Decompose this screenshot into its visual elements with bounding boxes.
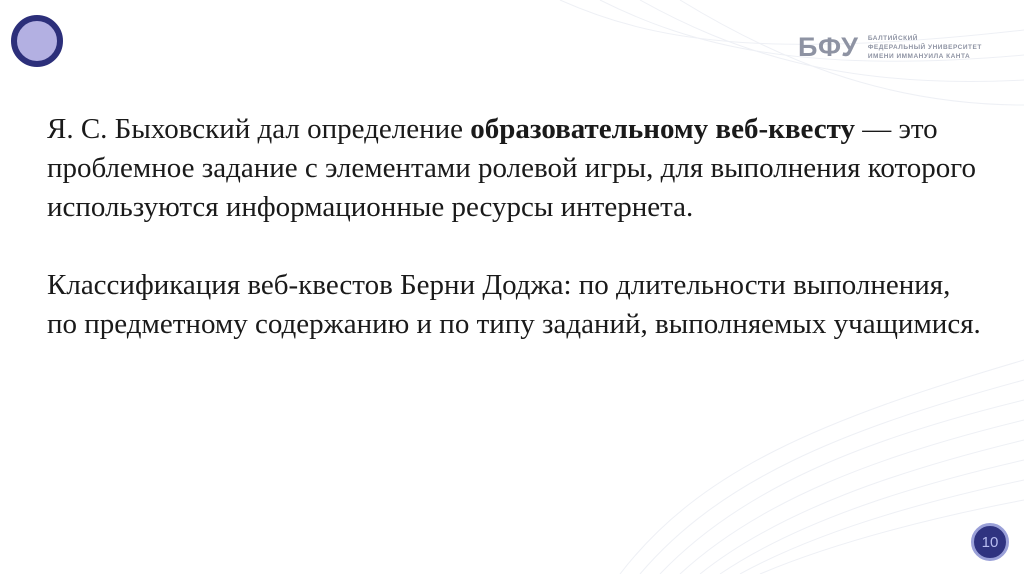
slide-content bbox=[47, 110, 987, 344]
logo-line-2: ФЕДЕРАЛЬНЫЙ УНИВЕРСИТЕТ bbox=[867, 43, 982, 51]
decorative-circle bbox=[11, 15, 63, 67]
definition-term: образовательному веб-квесту bbox=[470, 113, 855, 145]
logo-mark: БФУ bbox=[798, 32, 859, 62]
definition-rest: — это проблемное задание с элементами ролевой игры, для выполнения которого используются информационные ресурсы интернета. bbox=[47, 113, 976, 223]
university-logo bbox=[798, 33, 982, 61]
logo-line-1: БАЛТИЙСКИЙ bbox=[867, 34, 918, 42]
logo-line-3: ИМЕНИ ИММАНУИЛА КАНТА bbox=[867, 52, 971, 60]
logo-text bbox=[868, 34, 982, 61]
classification-paragraph: Классификация веб-квестов Берни Доджа: по длительности выполнения, по предметному содержанию и по типу заданий, выполняемых учащимися. bbox=[47, 269, 981, 340]
definition-intro: Я. С. Быховский дал определение bbox=[47, 113, 471, 145]
definition-paragraph bbox=[47, 110, 987, 227]
page-number-badge: 10 bbox=[971, 523, 1009, 561]
